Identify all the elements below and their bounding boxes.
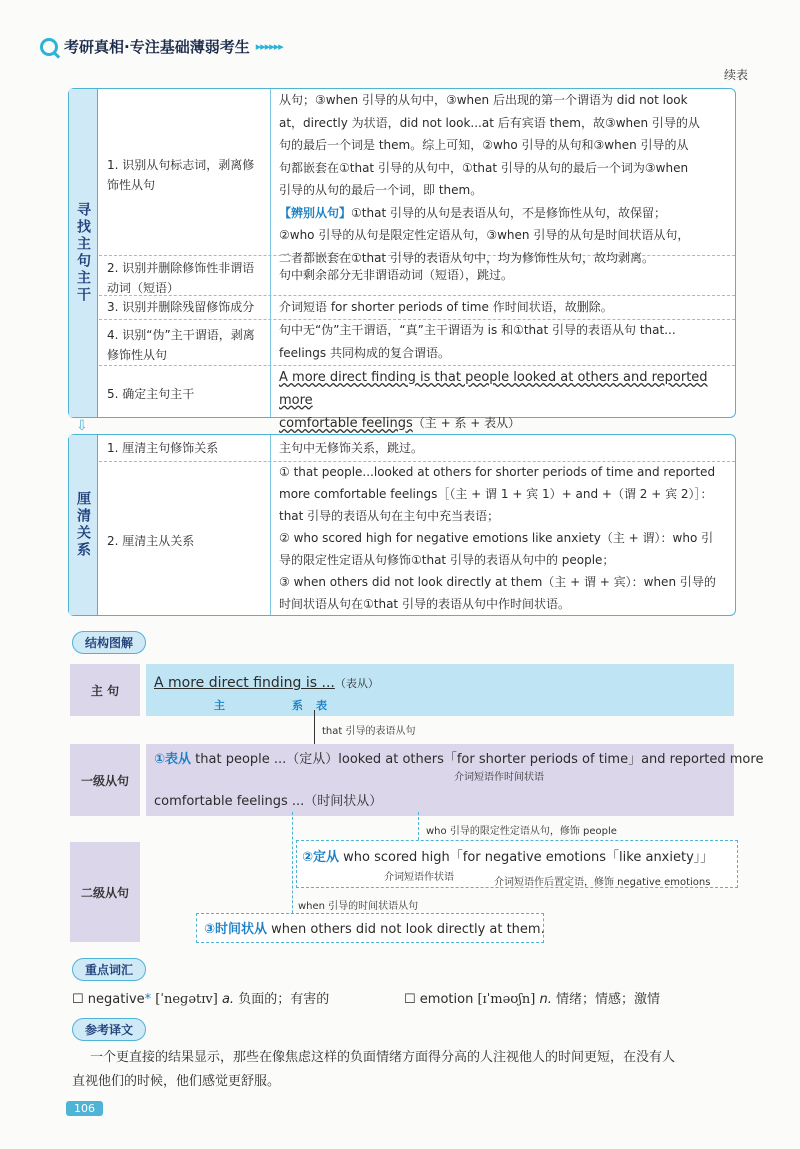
level3-prefix: ③时间状从 — [204, 922, 268, 937]
table-row — [99, 365, 735, 431]
table2-side-label: 厘清关系 — [69, 435, 98, 615]
level1-prefix: ①表从 — [154, 752, 192, 767]
vocab-word: emotion — [419, 992, 474, 1007]
level1-note: 介词短语作时间状语 — [454, 772, 544, 783]
table-row — [99, 319, 735, 366]
level3-text: when others did not look directly at them. — [271, 922, 545, 937]
note-label: 【辨别从句】 — [279, 205, 352, 220]
main-clause-sentence — [154, 675, 379, 691]
content-line: more comfortable feelings［（主 + 谓 1 + 宾 1）+ and +（谓 2 + 宾 2）］： — [279, 487, 713, 501]
arrows-icon: ▸▸▸▸▸▸ — [255, 40, 283, 53]
content-line: ② who scored high for negative emotions like anxiety（主 + 谓）：who 引 — [279, 531, 714, 545]
level1-line2: comfortable feelings ...（时间状从） — [154, 794, 383, 809]
note-text: ①that 引导的从句是表语从句，不是修饰性从句，故保留； — [351, 205, 666, 220]
translation-line2: 直视他们的时候，他们感觉更舒服。 — [72, 1074, 281, 1089]
level1-line1 — [154, 748, 763, 767]
content-line: 时间状语从句在①that 引导的表语从句中作时间状语。 — [279, 597, 570, 611]
connector-line — [292, 812, 293, 918]
main-clause-line2 — [279, 412, 727, 436]
vocab-ipa: [ˈneɡətɪv] — [155, 992, 218, 1007]
checkbox-icon: ☐ — [72, 992, 84, 1007]
step-content — [271, 319, 735, 365]
vocab-ipa: [ɪˈməʊʃn] — [477, 992, 536, 1007]
content-line: 从句；③when 引导的从句中，③when 后出现的第一个谓语为 did not look — [279, 93, 688, 107]
step-label: 3. 识别并删除残留修饰成分 — [99, 295, 271, 319]
translation-line1: 一个更直接的结果显示，那些在像焦虑这样的负面情绪方面得分高的人注视他人的时间更短，在没有人 — [90, 1050, 676, 1065]
header-title — [40, 36, 283, 57]
step-label: 2. 厘清主从关系 — [99, 461, 271, 615]
clarify-relations-table — [68, 434, 736, 616]
main-clause-line: A more direct finding is that people looked at others and reported more — [279, 370, 708, 408]
vocab-pos: n. — [539, 992, 552, 1007]
level2-line — [302, 846, 713, 865]
step-content — [271, 461, 735, 615]
predicative-mark: 表 — [316, 699, 327, 712]
table-row — [99, 295, 735, 320]
vocab-definition: 负面的；有害的 — [238, 992, 330, 1007]
level2-note2: 介词短语作后置定语，修饰 negative emotions — [494, 877, 711, 888]
vocab-word: negative — [87, 992, 145, 1007]
connector-line — [418, 812, 419, 840]
level2-text: who scored high「for negative emotions「like anxiety」」 — [343, 850, 714, 865]
content-line: that 引导的表语从句在主句中充当表语； — [279, 509, 500, 523]
table-row — [99, 255, 735, 296]
step-label: 1. 厘清主句修饰关系 — [99, 435, 271, 461]
arrow3-label: when 引导的时间状语从句 — [298, 901, 419, 912]
header-title-text: 考研真相·专注基础薄弱考生 — [64, 38, 250, 56]
translation-tag: 参考译文 — [72, 1018, 146, 1041]
vocab-definition: 情绪；情感；激情 — [555, 992, 660, 1007]
level2-note1: 介词短语作状语 — [384, 872, 454, 883]
content-line: 句中无“伪”主干谓语，“真”主干谓语为 is 和①that 引导的表语从句 that... — [279, 323, 676, 337]
note-line: 二者都嵌套在①that 引导的表语从句中，均为修饰性从句，故均剥离。 — [279, 250, 654, 265]
step-label: 5. 确定主句主干 — [99, 365, 271, 417]
step-content: 句中剩余部分无非谓语动词（短语），跳过。 — [279, 267, 514, 282]
table-row — [99, 89, 735, 265]
content-line: 引导的从句的最后一个词，即 them。 — [279, 183, 483, 197]
page-number: 106 — [66, 1101, 103, 1116]
subject-mark: 主 — [214, 699, 225, 712]
find-main-clause-table — [68, 88, 736, 431]
main-sentence-text: A more direct finding is ... — [154, 675, 335, 691]
structure-diagram-tag: 结构图解 — [72, 631, 146, 654]
down-arrow-icon: ⇩ — [76, 418, 88, 434]
note-line: ②who 引导的从句是限定性定语从句，③when 引导的从句是时间状语从句， — [279, 228, 690, 242]
step-label: 1. 识别从句标志词，剥离修饰性从句 — [99, 89, 271, 255]
content-line: feelings 共同构成的复合谓语。 — [279, 345, 450, 360]
step-content — [271, 365, 735, 431]
content-line: ① that people...looked at others for shorter periods of time and reported — [279, 465, 716, 479]
star-icon: * — [144, 992, 152, 1007]
level2-label: 二级从句 — [70, 842, 140, 942]
main-sentence-note: （表从） — [334, 677, 379, 690]
main-clause-label: 主 句 — [70, 664, 140, 716]
step-content — [271, 89, 735, 265]
vocab-pos: a. — [221, 992, 235, 1007]
level1-label: 一级从句 — [70, 744, 140, 816]
vocab-entry-negative — [72, 988, 329, 1007]
arrow2-label: who 引导的限定性定语从句，修饰 people — [426, 826, 617, 837]
level2-prefix: ②定从 — [302, 850, 340, 865]
checkbox-icon: ☐ — [404, 992, 416, 1007]
content-line: 句的最后一个词是 them。综上可知，②who 引导的从句和③when 引导的从 — [279, 138, 689, 152]
linking-verb-mark: 系 — [292, 699, 303, 712]
step-content: 主句中无修饰关系，跳过。 — [279, 440, 424, 455]
vocab-tag: 重点词汇 — [72, 958, 146, 981]
step-content: 介词短语 for shorter periods of time 作时间状语，故删除。 — [279, 299, 613, 314]
content-line: 导的限定性定语从句修饰①that 引导的表语从句中的 people； — [279, 553, 615, 567]
table-row — [99, 461, 735, 615]
connector-line — [314, 710, 315, 744]
main-clause-formula: （主 + 系 + 表从） — [412, 416, 521, 430]
step-label: 2. 识别并删除修饰性非谓语动词（短语） — [99, 255, 271, 295]
arrow1-label: that 引导的表语从句 — [322, 726, 416, 737]
main-clause-text: comfortable feelings — [279, 416, 413, 431]
table-row — [99, 435, 735, 462]
magnifier-logo-icon — [40, 38, 58, 56]
level3-line — [204, 918, 545, 937]
step-label: 4. 识别“伪”主干谓语，剥离修饰性从句 — [99, 319, 271, 365]
level1-text: that people ...（定从）looked at others「for shorter periods of time」and reported more — [195, 752, 764, 767]
table1-side-label: 寻找主句主干 — [69, 89, 98, 417]
content-line: 句都嵌套在①that 引导的从句中，①that 引导的从句的最后一个词为③when — [279, 160, 689, 175]
note-line — [279, 202, 727, 225]
content-line: ③ when others did not look directly at them（主 + 谓 + 宾）：when 引导的 — [279, 575, 716, 589]
content-line: at，directly 为状语，did not look...at 后有宾语 them，故③when 引导的从 — [279, 115, 700, 130]
continued-label: 续表 — [723, 68, 748, 82]
vocab-entry-emotion — [404, 988, 660, 1007]
